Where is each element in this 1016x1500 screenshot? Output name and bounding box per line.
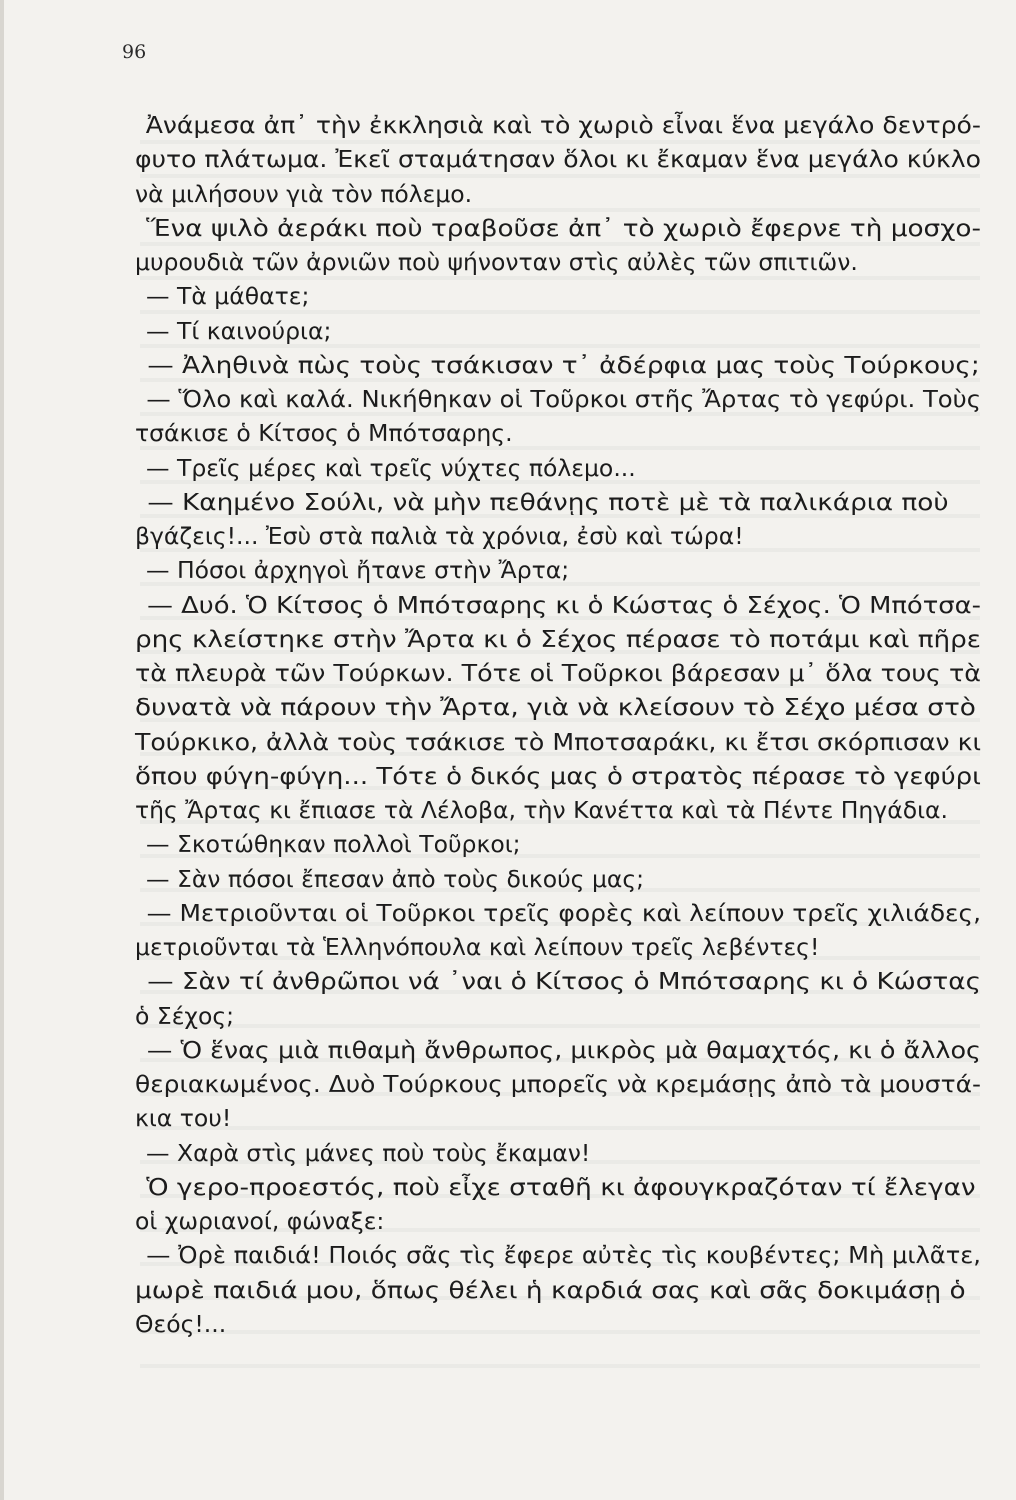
text-line <box>135 1307 981 1341</box>
text-line <box>135 519 981 553</box>
text-line <box>135 930 981 964</box>
text-line <box>135 759 981 793</box>
page-number: 96 <box>122 41 147 63</box>
text-line <box>135 1204 981 1238</box>
page-edge-left <box>0 0 4 1500</box>
text-line <box>135 862 981 896</box>
text-line <box>135 245 981 279</box>
text-line <box>135 1067 981 1101</box>
text-line-content: — Ὀρὲ παιδιά! Ποιός σᾶς τὶς ἔφερε αὐτὲς τὶς κουβέντες; Μὴ μιλᾶτε, <box>146 1241 981 1270</box>
text-line <box>135 108 981 142</box>
text-line-content: — Καημένο Σούλι, νὰ μὴν πεθάνῃς ποτὲ μὲ τὰ παλικάρια ποὺ <box>147 487 949 516</box>
text-line <box>135 1136 981 1170</box>
text-line-content: Τούρκικο, ἀλλὰ τοὺς τσάκισε τὸ Μποτσαράκι, κι ἔτσι σκόρπισαν κι <box>135 727 982 756</box>
text-line-content: δυνατὰ νὰ πάρουν τὴν Ἄρτα, γιὰ νὰ κλείσουν τὸ Σέχο μέσα στὸ <box>135 693 976 722</box>
text-line-content: — Σκοτώθηκαν πολλοὶ Τοῦρκοι; <box>146 830 521 859</box>
text-line-content: ὁ Σέχος; <box>135 1001 235 1030</box>
text-line-content: — Μετριοῦνται οἱ Τοῦρκοι τρεῖς φορὲς καὶ λείπουν τρεῖς χιλιάδες, <box>146 898 982 927</box>
text-line-content: οἱ χωριανοί, φώναξε: <box>135 1207 385 1235</box>
text-line <box>135 1238 981 1272</box>
text-line <box>135 1273 981 1307</box>
text-line <box>135 964 981 998</box>
text-line <box>135 279 981 313</box>
text-line-content: ρης κλείστηκε στὴν Ἄρτα κι ὁ Σέχος πέρασε τὸ ποτάμι καὶ πῆρε <box>135 624 981 653</box>
text-line-content: — Ὅλο καὶ καλά. Νικήθηκαν οἱ Τοῦρκοι στῆς Ἄρτας τὸ γεφύρι. Τοὺς <box>146 385 982 413</box>
text-line <box>135 211 981 245</box>
text-line <box>135 1101 981 1135</box>
body-text <box>135 108 981 1341</box>
text-line-content: μωρὲ παιδιά μου, ὅπως θέλει ἡ καρδιά σας καὶ σᾶς δοκιμάσῃ ὁ <box>135 1275 966 1304</box>
text-line-content: Θεός!... <box>135 1309 227 1338</box>
text-line-content: Ὁ γερο-προεστός, ποὺ εἶχε σταθῆ κι ἀφουγκραζόταν τί ἔλεγαν <box>146 1172 976 1201</box>
text-line-content: ὅπου φύγη-φύγη... Τότε ὁ δικός μας ὁ στρατὸς πέρασε τὸ γεφύρι <box>135 761 981 790</box>
text-line <box>135 725 981 759</box>
text-line-content: τῆς Ἄρτας κι ἔπιασε τὰ Λέλοβα, τὴν Κανέττα καὶ τὰ Πέντε Πηγάδια. <box>135 796 948 824</box>
text-line-content: — Τὰ μάθατε; <box>146 282 310 311</box>
text-line <box>135 553 981 587</box>
text-line-content: — Σὰν τί ἀνθρῶποι νά ᾽ναι ὁ Κίτσος ὁ Μπότσαρης κι ὁ Κώστας <box>147 967 982 996</box>
text-line-content: νὰ μιλήσουν γιὰ τὸν πόλεμο. <box>135 179 473 208</box>
text-line <box>135 793 981 827</box>
text-line-content: — Σὰν πόσοι ἔπεσαν ἀπὸ τοὺς δικούς μας; <box>146 864 645 893</box>
text-line-content: τσάκισε ὁ Κίτσος ὁ Μπότσαρης. <box>135 419 513 448</box>
text-line-content: βγάζεις!... Ἐσὺ στὰ παλιὰ τὰ χρόνια, ἐσὺ καὶ τώρα! <box>135 522 744 550</box>
text-line-content: κια του! <box>135 1104 232 1133</box>
text-line-content: — Ἀληθινὰ πὼς τοὺς τσάκισαν τ᾽ ἀδέρφια μας τοὺς Τούρκους; <box>147 350 980 379</box>
text-line <box>135 1033 981 1067</box>
text-line <box>135 142 981 176</box>
text-line <box>135 656 981 690</box>
text-line-content: μυρουδιὰ τῶν ἀρνιῶν ποὺ ψήνονταν στὶς αὐλὲς τῶν σπιτιῶν. <box>135 248 858 276</box>
text-line-content: — Τρεῖς μέρες καὶ τρεῖς νύχτες πόλεμο... <box>146 453 636 482</box>
text-line <box>135 382 981 416</box>
text-line <box>135 896 981 930</box>
text-line-content: θεριακωμένος. Δυὸ Τούρκους μπορεῖς νὰ κρεμάσῃς ἀπὸ τὰ μουστά- <box>135 1070 981 1098</box>
text-line <box>135 690 981 724</box>
text-line-content: Ἀνάμεσα ἀπ᾽ τὴν ἐκκλησιὰ καὶ τὸ χωριὸ εἶναι ἕνα μεγάλο δεντρό- <box>145 111 981 139</box>
text-line <box>135 348 981 382</box>
text-line <box>135 451 981 485</box>
text-line-content: — Τί καινούρια; <box>146 316 332 345</box>
text-line <box>135 588 981 622</box>
text-line <box>135 177 981 211</box>
text-line-content: — Πόσοι ἀρχηγοὶ ἤτανε στὴν Ἄρτα; <box>146 556 570 585</box>
text-line <box>135 485 981 519</box>
text-line <box>135 999 981 1033</box>
text-line <box>135 622 981 656</box>
text-line-content: — Ὁ ἕνας μιὰ πιθαμὴ ἄνθρωπος, μικρὸς μὰ θαμαχτός, κι ὁ ἄλλος <box>146 1035 981 1064</box>
text-line <box>135 827 981 861</box>
text-line-content: Ἕνα ψιλὸ ἀεράκι ποὺ τραβοῦσε ἀπ᾽ τὸ χωριὸ ἔφερνε τὴ μοσχο- <box>146 213 981 242</box>
text-line <box>135 314 981 348</box>
text-line-content: φυτο πλάτωμα. Ἐκεῖ σταμάτησαν ὅλοι κι ἔκαμαν ἕνα μεγάλο κύκλο <box>135 145 981 174</box>
text-line-content: — Χαρὰ στὶς μάνες ποὺ τοὺς ἔκαμαν! <box>146 1138 591 1167</box>
text-line <box>135 416 981 450</box>
text-line-content: τὰ πλευρὰ τῶν Τούρκων. Τότε οἱ Τοῦρκοι βάρεσαν μ᾽ ὅλα τους τὰ <box>135 659 981 687</box>
text-line <box>135 1170 981 1204</box>
text-line-content: — Δυό. Ὁ Κίτσος ὁ Μπότσαρης κι ὁ Κώστας ὁ Σέχος. Ὁ Μπότσα- <box>147 590 981 619</box>
text-line-content: μετριοῦνται τὰ Ἑλληνόπουλα καὶ λείπουν τρεῖς λεβέντες! <box>135 933 820 961</box>
